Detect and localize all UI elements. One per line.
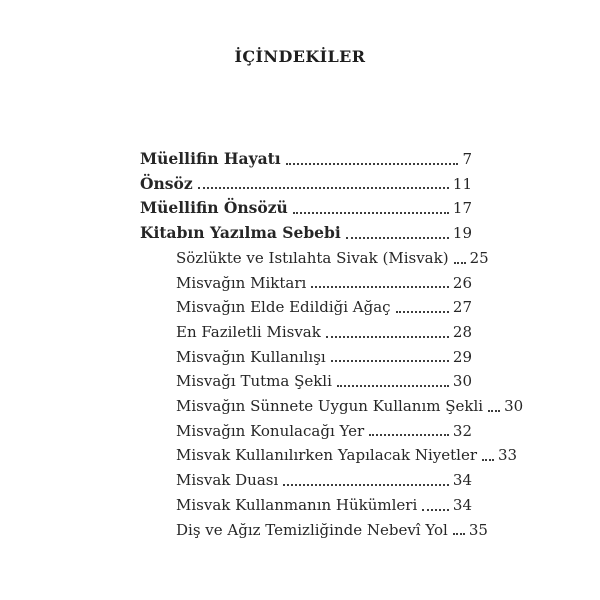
toc-entry-label: Misvağı Tutma Şekli [176,372,332,391]
toc-entry-label: Müellifin Önsözü [140,198,288,218]
toc-dot-leader [198,187,449,189]
toc-dot-leader [346,237,449,239]
toc-entry [140,196,472,221]
toc-entry [140,369,472,394]
toc-dot-leader [422,509,449,511]
toc-entry [140,295,472,320]
toc-entry-label: Kitabın Yazılma Sebebi [140,223,341,243]
toc-entry-page: 7 [462,150,472,168]
toc-entry-page: 30 [504,397,524,416]
toc-dot-leader [482,459,494,461]
toc-entry [140,147,472,172]
toc-dot-leader [293,212,449,214]
toc-entry [140,493,472,518]
toc-entry-page: 28 [452,322,472,341]
toc-entry [140,394,524,419]
toc-entry-label: Misvağın Sünnete Uygun Kullanım Şekli [176,397,484,416]
toc-entry [140,468,472,493]
toc-entry-label: Misvak Duası [176,471,279,490]
toc-dot-leader [337,385,449,387]
toc-entry [140,518,488,543]
toc-entry-label: En Faziletli Misvak [176,322,321,341]
toc-entry-page: 17 [452,199,472,218]
toc-dot-leader [396,311,449,313]
toc-entry-page: 19 [452,224,472,243]
toc-dot-leader [369,434,449,436]
toc-list [140,147,524,542]
toc-entry [140,246,489,271]
toc-entry-page: 29 [452,347,472,366]
toc-entry [140,443,518,468]
toc-dot-leader [326,336,449,338]
toc-dot-leader [283,484,449,486]
toc-dot-leader [454,262,466,264]
toc-dot-leader [286,163,459,165]
toc-entry-label: Misvağın Konulacağı Yer [176,421,365,440]
toc-entry-label: Müellifin Hayatı [140,149,281,168]
toc-entry-label: Misvak Kullanmanın Hükümleri [176,495,418,514]
toc-entry-label: Misvağın Kullanılışı [176,347,326,366]
toc-entry-label: Misvağın Elde Edildiği Ağaç [176,298,391,317]
toc-entry-page: 25 [469,248,489,267]
toc-entry-page: 32 [452,421,472,440]
toc-entry-label: Sözlükte ve Istılahta Sivak (Misvak) [176,248,449,267]
toc-entry-page: 33 [498,446,518,465]
toc-entry [140,221,472,246]
toc-entry-page: 30 [452,372,472,391]
toc-entry-page: 11 [452,174,472,193]
toc-entry [140,172,472,197]
toc-dot-leader [488,410,500,412]
toc-dot-leader [331,360,449,362]
toc-entry-page: 34 [452,471,472,490]
toc-entry-label: Misvağın Miktarı [176,273,307,292]
toc-entry [140,271,472,296]
toc-entry-page: 34 [452,495,472,514]
toc-entry-label: Önsöz [140,173,193,193]
toc-entry-label: Misvak Kullanılırken Yapılacak Niyetler [176,446,477,465]
page-title: İÇİNDEKİLER [234,47,366,66]
toc-dot-leader [311,286,449,288]
toc-entry-label: Diş ve Ağız Temizliğinde Nebevî Yol [176,520,448,539]
toc-dot-leader [453,533,465,535]
toc-entry [140,320,472,345]
toc-entry-page: 35 [468,520,488,539]
toc-entry [140,419,472,444]
toc-entry [140,345,472,370]
toc-entry-page: 27 [452,298,472,317]
toc-entry-page: 26 [452,273,472,292]
